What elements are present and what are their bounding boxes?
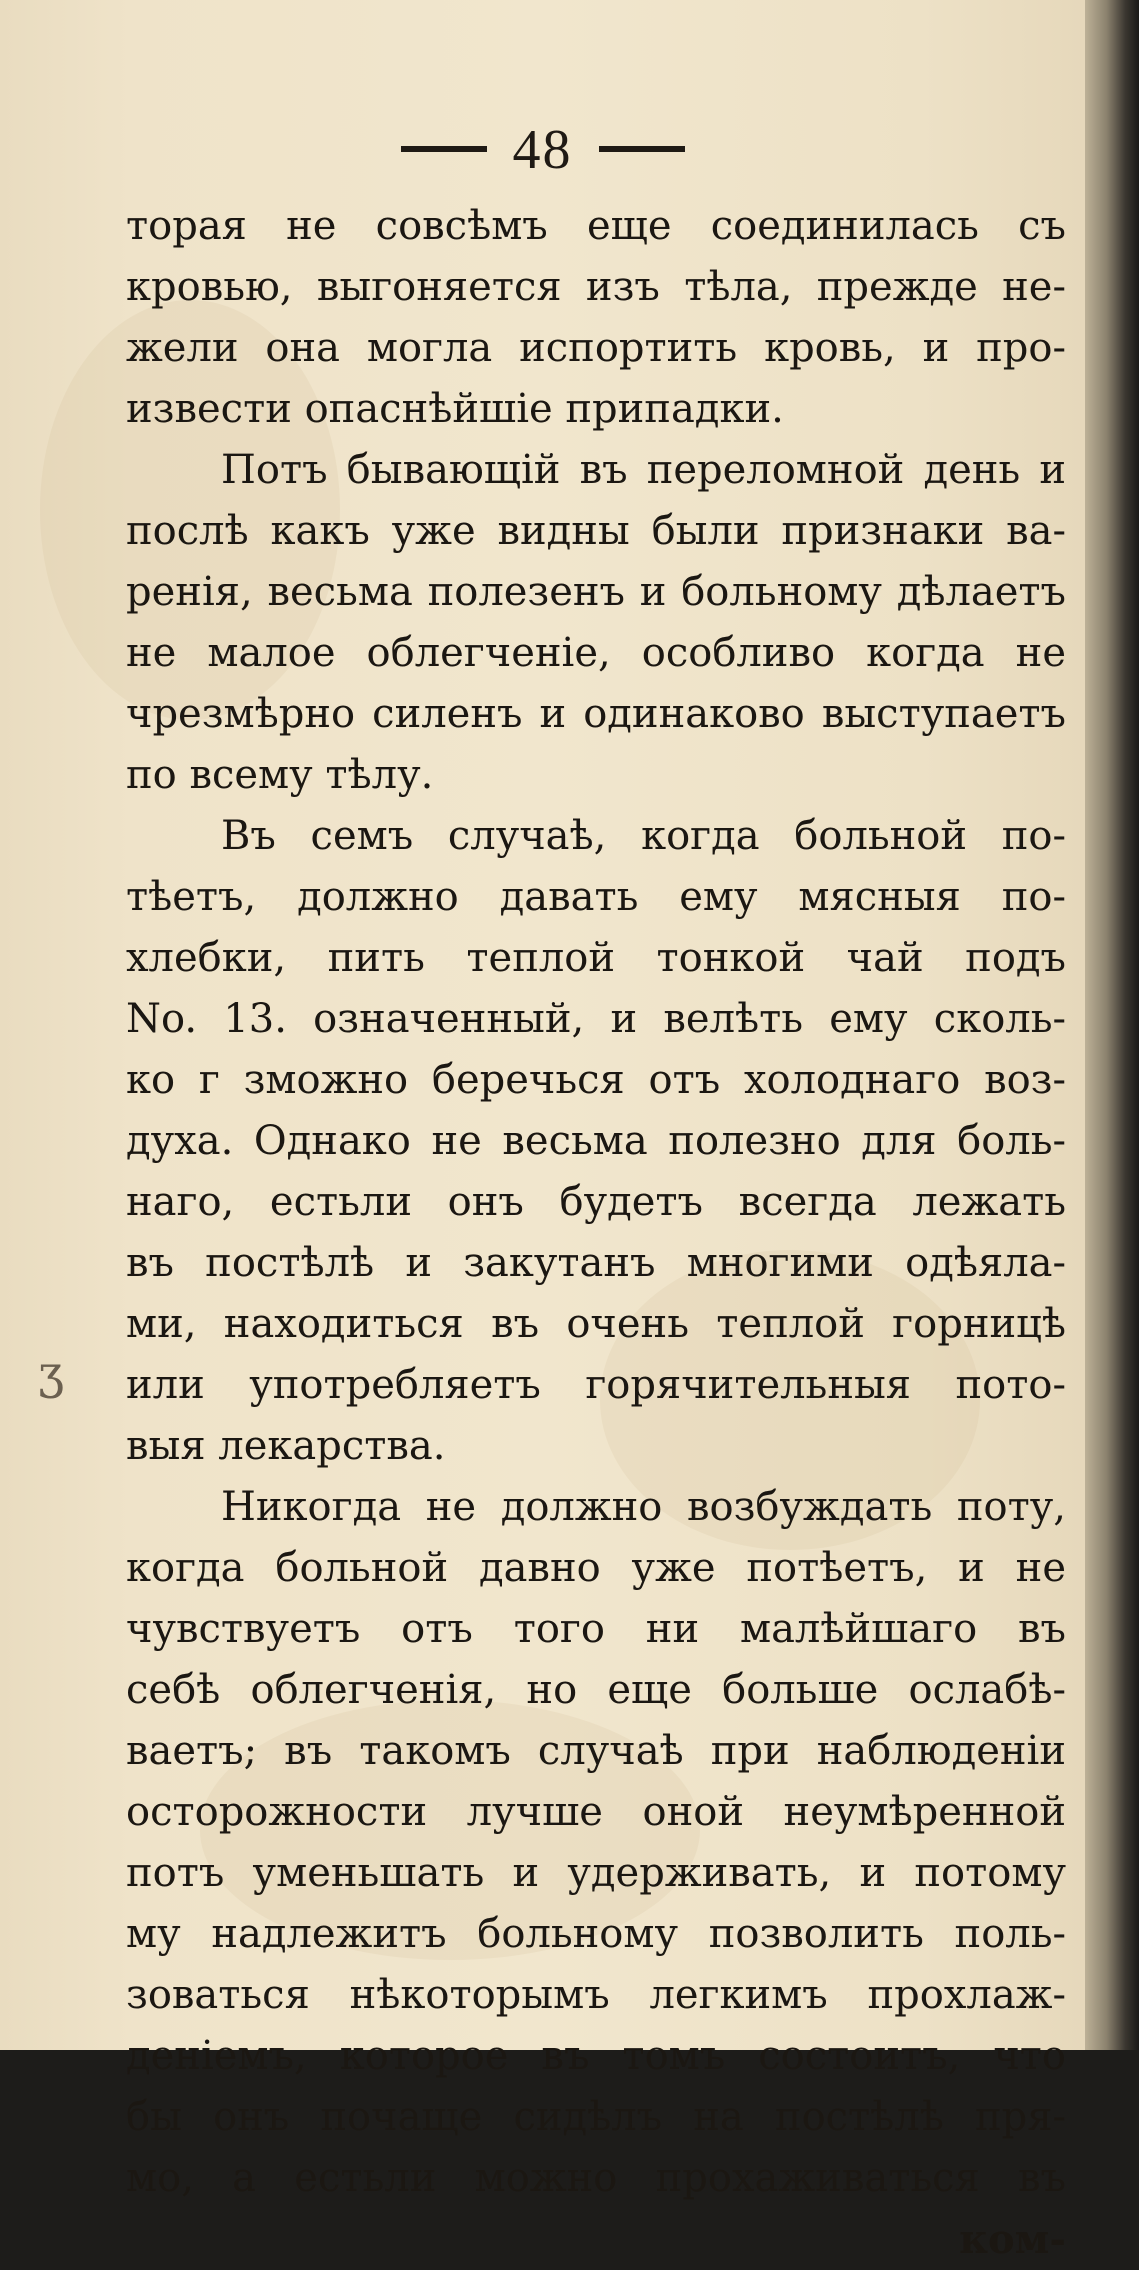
text-line: му надлежитъ больному позволить поль-: [126, 1911, 1066, 1957]
text-line: ваетъ; въ такомъ случаѣ при наблюденіи: [126, 1728, 1066, 1774]
header-dash-left: [401, 146, 487, 152]
text-line: ко г зможно беречься отъ холоднаго воз-: [126, 1057, 1066, 1103]
text-line: въ постѣлѣ и закутанъ многими одѣяла-: [126, 1240, 1066, 1286]
text-line: Потъ бывающій въ переломной день и: [221, 447, 1066, 493]
text-line: ренія, весьма полезенъ и больному дѣлаетъ: [126, 569, 1066, 615]
page-header: [0, 118, 1085, 182]
text-line: хлебки, пить теплой тонкой чай подъ: [126, 935, 1066, 981]
catchword: ком-: [959, 2216, 1066, 2263]
text-line: когда больной давно уже потѣетъ, и не: [126, 1545, 1066, 1591]
text-line: деніемъ, которое въ томъ состоитъ, что: [126, 2033, 1066, 2079]
text-line: Въ семъ случаѣ, когда больной по-: [221, 813, 1066, 859]
header-dash-right: [599, 146, 685, 152]
text-line: выя лекарства.: [126, 1423, 446, 1469]
text-line: или употребляетъ горячительныя пото-: [126, 1362, 1066, 1408]
text-line: наго, естьли онъ будетъ всегда лежать: [126, 1179, 1066, 1225]
page-body-text: [126, 196, 1066, 2270]
text-line: по всему тѣлу.: [126, 752, 434, 798]
text-line: извести опаснѣйшіе припадки.: [126, 386, 784, 432]
page-number: 48: [512, 119, 573, 181]
text-line: бы онъ почаще сидѣлъ на постѣлѣ пря-: [126, 2094, 1066, 2140]
text-line: чувствуетъ отъ того ни малѣйшаго въ: [126, 1606, 1066, 1652]
text-line: не малое облегченіе, особливо когда не: [126, 630, 1066, 676]
page-edge-shadow: [1085, 0, 1139, 2050]
margin-mark: ʒ: [38, 1345, 64, 1399]
text-line: осторожности лучше оной неумѣренной: [126, 1789, 1066, 1835]
text-line: кровью, выгоняется изъ тѣла, прежде не-: [126, 264, 1066, 310]
text-line: мо, а естьли можно прохаживаться въ: [126, 2155, 1066, 2201]
text-line: послѣ какъ уже видны были признаки ва-: [126, 508, 1066, 554]
text-line: духа. Однако не весьма полезно для боль-: [126, 1118, 1066, 1164]
text-line: тѣетъ, должно давать ему мясныя по-: [126, 874, 1066, 920]
text-line: себѣ облегченія, но еще больше ослабѣ-: [126, 1667, 1066, 1713]
text-line: жели она могла испортить кровь, и про-: [126, 325, 1066, 371]
text-line: ми, находиться въ очень теплой горницѣ: [126, 1301, 1066, 1347]
text-line: торая не совсѣмъ еще соединилась съ: [126, 203, 1066, 249]
text-line: No. 13. означенный, и велѣть ему сколь-: [126, 996, 1066, 1042]
text-line: Никогда не должно возбуждать поту,: [221, 1484, 1066, 1530]
text-line: зоваться нѣкоторымъ легкимъ прохлаж-: [126, 1972, 1066, 2018]
text-line: потъ уменьшать и удерживать, и потому: [126, 1850, 1066, 1896]
text-line: чрезмѣрно силенъ и одинаково выступаетъ: [126, 691, 1066, 737]
